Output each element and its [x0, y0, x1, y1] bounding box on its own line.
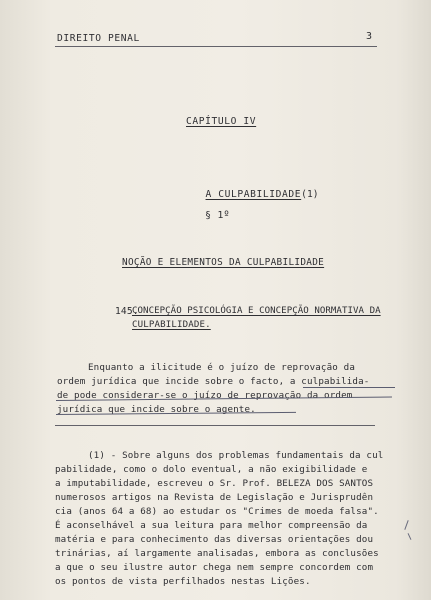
paragraph-line-3: de pode considerar-se o juízo de reprovação da ordem — [57, 390, 353, 401]
header-rule — [55, 46, 377, 47]
footnote-line-8: trinárias, aí largamente analisadas, embora as conclusões — [55, 548, 379, 559]
section-mark: § 1º — [205, 210, 230, 221]
chapter-title-text: A CULPABILIDADE — [205, 189, 302, 200]
paragraph-line-4: jurídica que incide sobre o agente. — [57, 404, 256, 415]
section-title: NOÇÃO E ELEMENTOS DA CULPABILIDADE — [122, 257, 325, 268]
footnote-line-6: É aconselhável a sua leitura para melhor compreensão da — [55, 520, 368, 531]
margin-pencil-mark — [404, 520, 408, 530]
footnote-line-4: numerosos artigos na Revista de Legislação e Jurisprudên — [55, 492, 374, 503]
footnote-marker: (1) — [301, 189, 319, 200]
page-number: 3 — [366, 31, 373, 42]
footnote-line-1: (1) - Sobre alguns dos problemas fundamentais da cul — [88, 450, 384, 461]
pen-underline-1 — [303, 387, 395, 388]
subsection-title-line2: CULPABILIDADE. — [132, 320, 211, 330]
chapter-heading: CAPÍTULO IV — [186, 116, 257, 127]
footnote-line-7: matéria e para conhecimento das diversas orientações dou — [55, 534, 374, 545]
chapter-title — [167, 163, 319, 220]
subsection-number: 145. — [115, 306, 139, 317]
paragraph-line-2: ordem jurídica que incide sobre o facto, a culpabilida- — [57, 376, 370, 387]
footnote-rule — [55, 425, 375, 426]
paragraph-line-1: Enquanto a ilicitude é o juízo de reprovação da — [88, 362, 356, 373]
footnote-line-5: cia (anos 64 a 68) ao estudar os "Crimes de moeda falsa". — [55, 506, 379, 517]
footnote-line-2: pabilidade, como o dolo eventual, a não exigibilidade e — [55, 464, 368, 475]
footnote-line-9: a que o seu ilustre autor chega nem sempre concordem com — [55, 562, 374, 573]
running-header: DIREITO PENAL — [57, 33, 140, 44]
subsection-title-line1: CONCEPÇÃO PSICOLÓGIA E CONCEPÇÃO NORMATIVA DA — [132, 306, 381, 316]
margin-pencil-mark — [408, 533, 412, 540]
footnote-line-3: a imputabilidade, escreveu o Sr. Prof. BELEZA DOS SANTOS — [55, 478, 374, 489]
footnote-line-10: os pontos de vista perfilhados nestas Lições. — [55, 576, 311, 587]
